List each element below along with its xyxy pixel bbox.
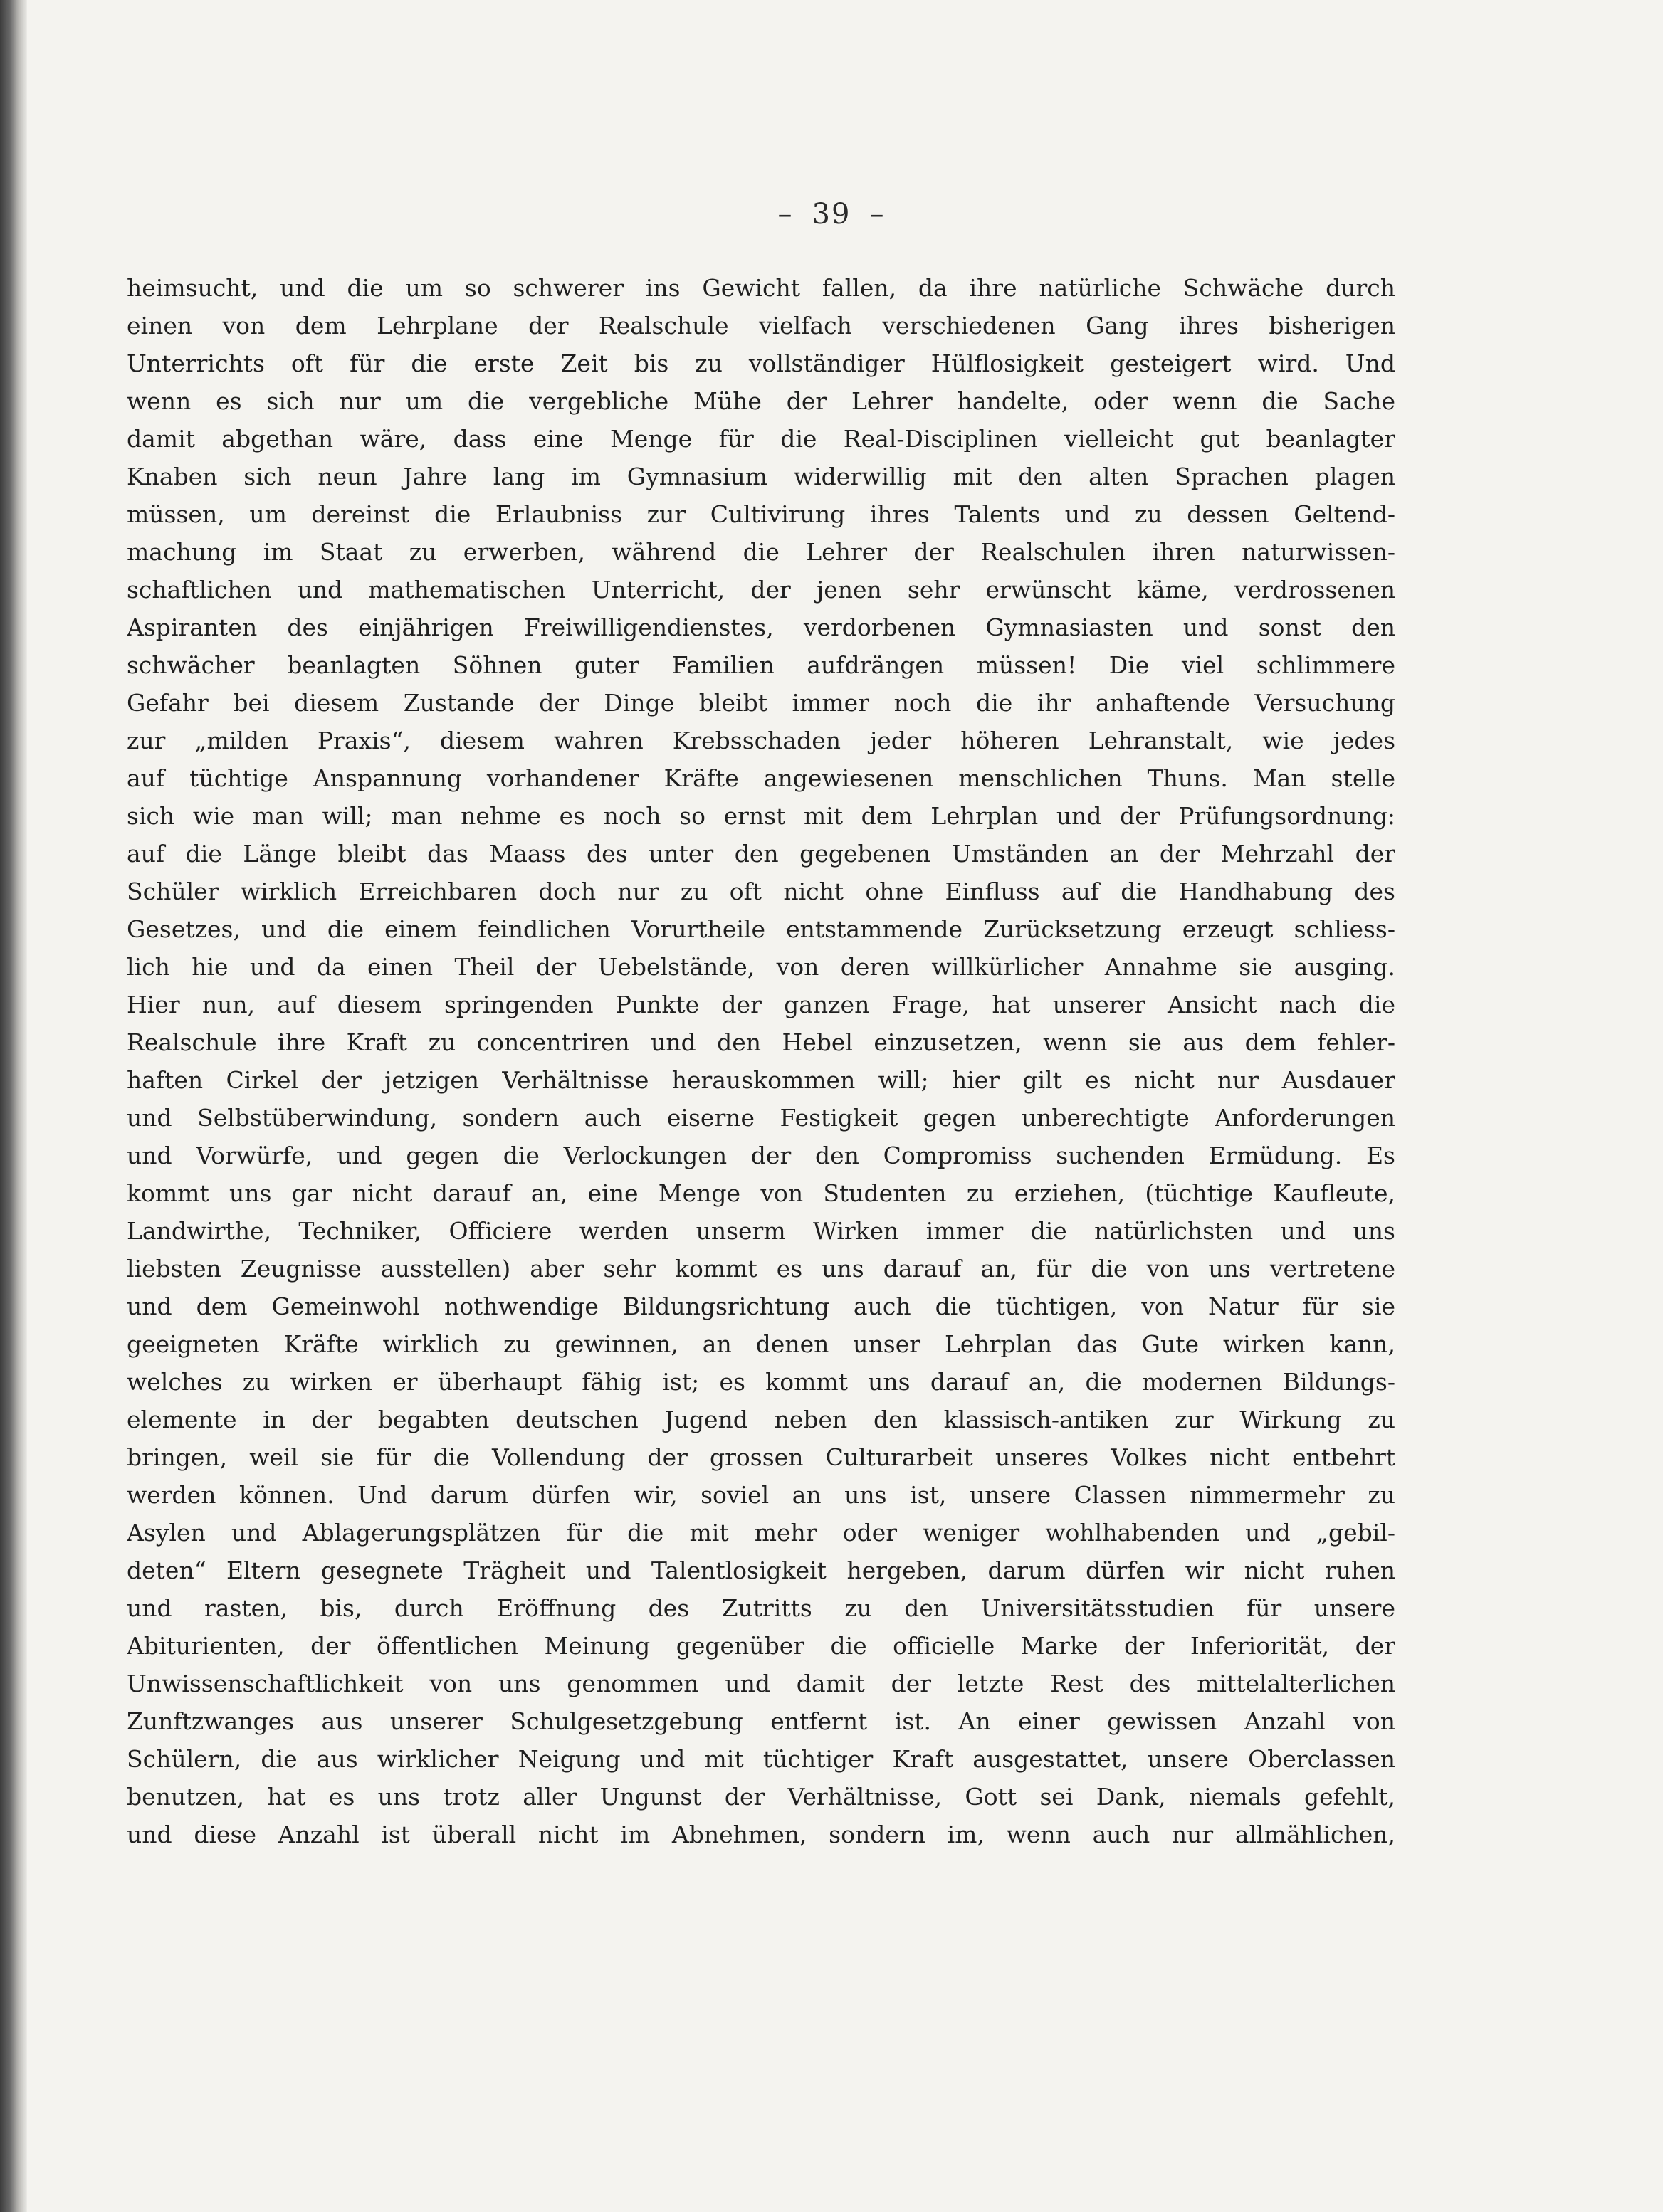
text-line: schwächer beanlagten Söhnen guter Familien aufdrängen müssen! Die viel schlimmere: [127, 651, 1395, 679]
text-line: Landwirthe, Techniker, Officiere werden unserm Wirken immer die natürlichsten und uns: [127, 1217, 1395, 1245]
text-line: machung im Staat zu erwerben, während die Lehrer der Realschulen ihren naturwissen-: [127, 538, 1395, 566]
text-line: welches zu wirken er überhaupt fähig ist; es kommt uns darauf an, die modernen Bildungs-: [127, 1368, 1395, 1396]
text-line: auf die Länge bleibt das Maass des unter den gegebenen Umständen an der Mehrzahl der: [127, 840, 1395, 868]
text-line: Realschule ihre Kraft zu concentriren und den Hebel einzusetzen, wenn sie aus dem fehler-: [127, 1028, 1395, 1056]
text-line: elemente in der begabten deutschen Jugend neben den klassisch-antiken zur Wirkung zu: [127, 1406, 1395, 1433]
text-line: müssen, um dereinst die Erlaubniss zur Cultivirung ihres Talents und zu dessen Geltend-: [127, 500, 1395, 528]
text-line: Hier nun, auf diesem springenden Punkte der ganzen Frage, hat unserer Ansicht nach die: [127, 991, 1395, 1018]
text-line: und rasten, bis, durch Eröffnung des Zutritts zu den Universitätsstudien für unsere: [127, 1594, 1395, 1622]
text-line: geeigneten Kräfte wirklich zu gewinnen, an denen unser Lehrplan das Gute wirken kann,: [127, 1330, 1395, 1358]
text-line: Asylen und Ablagerungsplätzen für die mit mehr oder weniger wohlhabenden und „gebil-: [127, 1519, 1395, 1547]
page-number: [0, 198, 1663, 231]
text-line: kommt uns gar nicht darauf an, eine Menge von Studenten zu erziehen, (tüchtige Kaufleute,: [127, 1179, 1395, 1207]
page-number-value: 39: [812, 198, 851, 231]
text-line: wenn es sich nur um die vergebliche Mühe der Lehrer handelte, oder wenn die Sache: [127, 387, 1395, 415]
page-number-dash-right: –: [869, 198, 886, 231]
text-line: sich wie man will; man nehme es noch so ernst mit dem Lehrplan und der Prüfungsordnung:: [127, 802, 1395, 830]
page-number-dash-left: –: [777, 198, 794, 231]
text-line: schaftlichen und mathematischen Unterricht, der jenen sehr erwünscht käme, verdrossenen: [127, 576, 1395, 604]
text-line: einen von dem Lehrplane der Realschule vielfach verschiedenen Gang ihres bisherigen: [127, 312, 1395, 339]
text-line: Knaben sich neun Jahre lang im Gymnasium widerwillig mit den alten Sprachen plagen: [127, 463, 1395, 490]
text-line: und Selbstüberwindung, sondern auch eiserne Festigkeit gegen unberechtigte Anforderungen: [127, 1104, 1395, 1132]
text-line: Schülern, die aus wirklicher Neigung und mit tüchtiger Kraft ausgestattet, unsere Oberclassen: [127, 1745, 1395, 1773]
text-line: Abiturienten, der öffentlichen Meinung gegenüber die officielle Marke der Inferiorität, der: [127, 1632, 1395, 1660]
text-line: damit abgethan wäre, dass eine Menge für die Real-Disciplinen vielleicht gut beanlagter: [127, 425, 1395, 453]
text-line: auf tüchtige Anspannung vorhandener Kräfte angewiesenen menschlichen Thuns. Man stelle: [127, 764, 1395, 792]
text-line: Gefahr bei diesem Zustande der Dinge bleibt immer noch die ihr anhaftende Versuchung: [127, 689, 1395, 717]
text-line: deten“ Eltern gesegnete Trägheit und Talentlosigkeit hergeben, darum dürfen wir nicht ruhen: [127, 1557, 1395, 1584]
text-line: und Vorwürfe, und gegen die Verlockungen der den Compromiss suchenden Ermüdung. Es: [127, 1142, 1395, 1169]
text-line: haften Cirkel der jetzigen Verhältnisse herauskommen will; hier gilt es nicht nur Ausdauer: [127, 1066, 1395, 1094]
body-text: [127, 269, 1395, 1853]
scan-binding-edge: [0, 0, 27, 2212]
text-line: Gesetzes, und die einem feindlichen Vorurtheile entstammende Zurücksetzung erzeugt schliess-: [127, 915, 1395, 943]
text-line: bringen, weil sie für die Vollendung der grossen Culturarbeit unseres Volkes nicht entbehrt: [127, 1443, 1395, 1471]
text-line: liebsten Zeugnisse ausstellen) aber sehr kommt es uns darauf an, für die von uns vertretene: [127, 1255, 1395, 1283]
text-line: und diese Anzahl ist überall nicht im Abnehmen, sondern im, wenn auch nur allmählichen,: [127, 1821, 1395, 1848]
text-line: Unterrichts oft für die erste Zeit bis zu vollständiger Hülflosigkeit gesteigert wird. Und: [127, 349, 1395, 377]
text-line: Zunftzwanges aus unserer Schulgesetzgebung entfernt ist. An einer gewissen Anzahl von: [127, 1707, 1395, 1735]
text-line: Unwissenschaftlichkeit von uns genommen und damit der letzte Rest des mittelalterlichen: [127, 1670, 1395, 1697]
text-line: und dem Gemeinwohl nothwendige Bildungsrichtung auch die tüchtigen, von Natur für sie: [127, 1292, 1395, 1320]
text-line: Schüler wirklich Erreichbaren doch nur zu oft nicht ohne Einfluss auf die Handhabung des: [127, 878, 1395, 905]
text-line: lich hie und da einen Theil der Uebelstände, von deren willkürlicher Annahme sie ausging.: [127, 953, 1395, 981]
text-line: zur „milden Praxis“, diesem wahren Krebsschaden jeder höheren Lehranstalt, wie jedes: [127, 727, 1395, 754]
text-line: benutzen, hat es uns trotz aller Ungunst der Verhältnisse, Gott sei Dank, niemals gefehlt,: [127, 1783, 1395, 1811]
text-line: Aspiranten des einjährigen Freiwilligendienstes, verdorbenen Gymnasiasten und sonst den: [127, 613, 1395, 641]
text-line: heimsucht, und die um so schwerer ins Gewicht fallen, da ihre natürliche Schwäche durch: [127, 274, 1395, 302]
text-line: werden können. Und darum dürfen wir, soviel an uns ist, unsere Classen nimmermehr zu: [127, 1481, 1395, 1509]
